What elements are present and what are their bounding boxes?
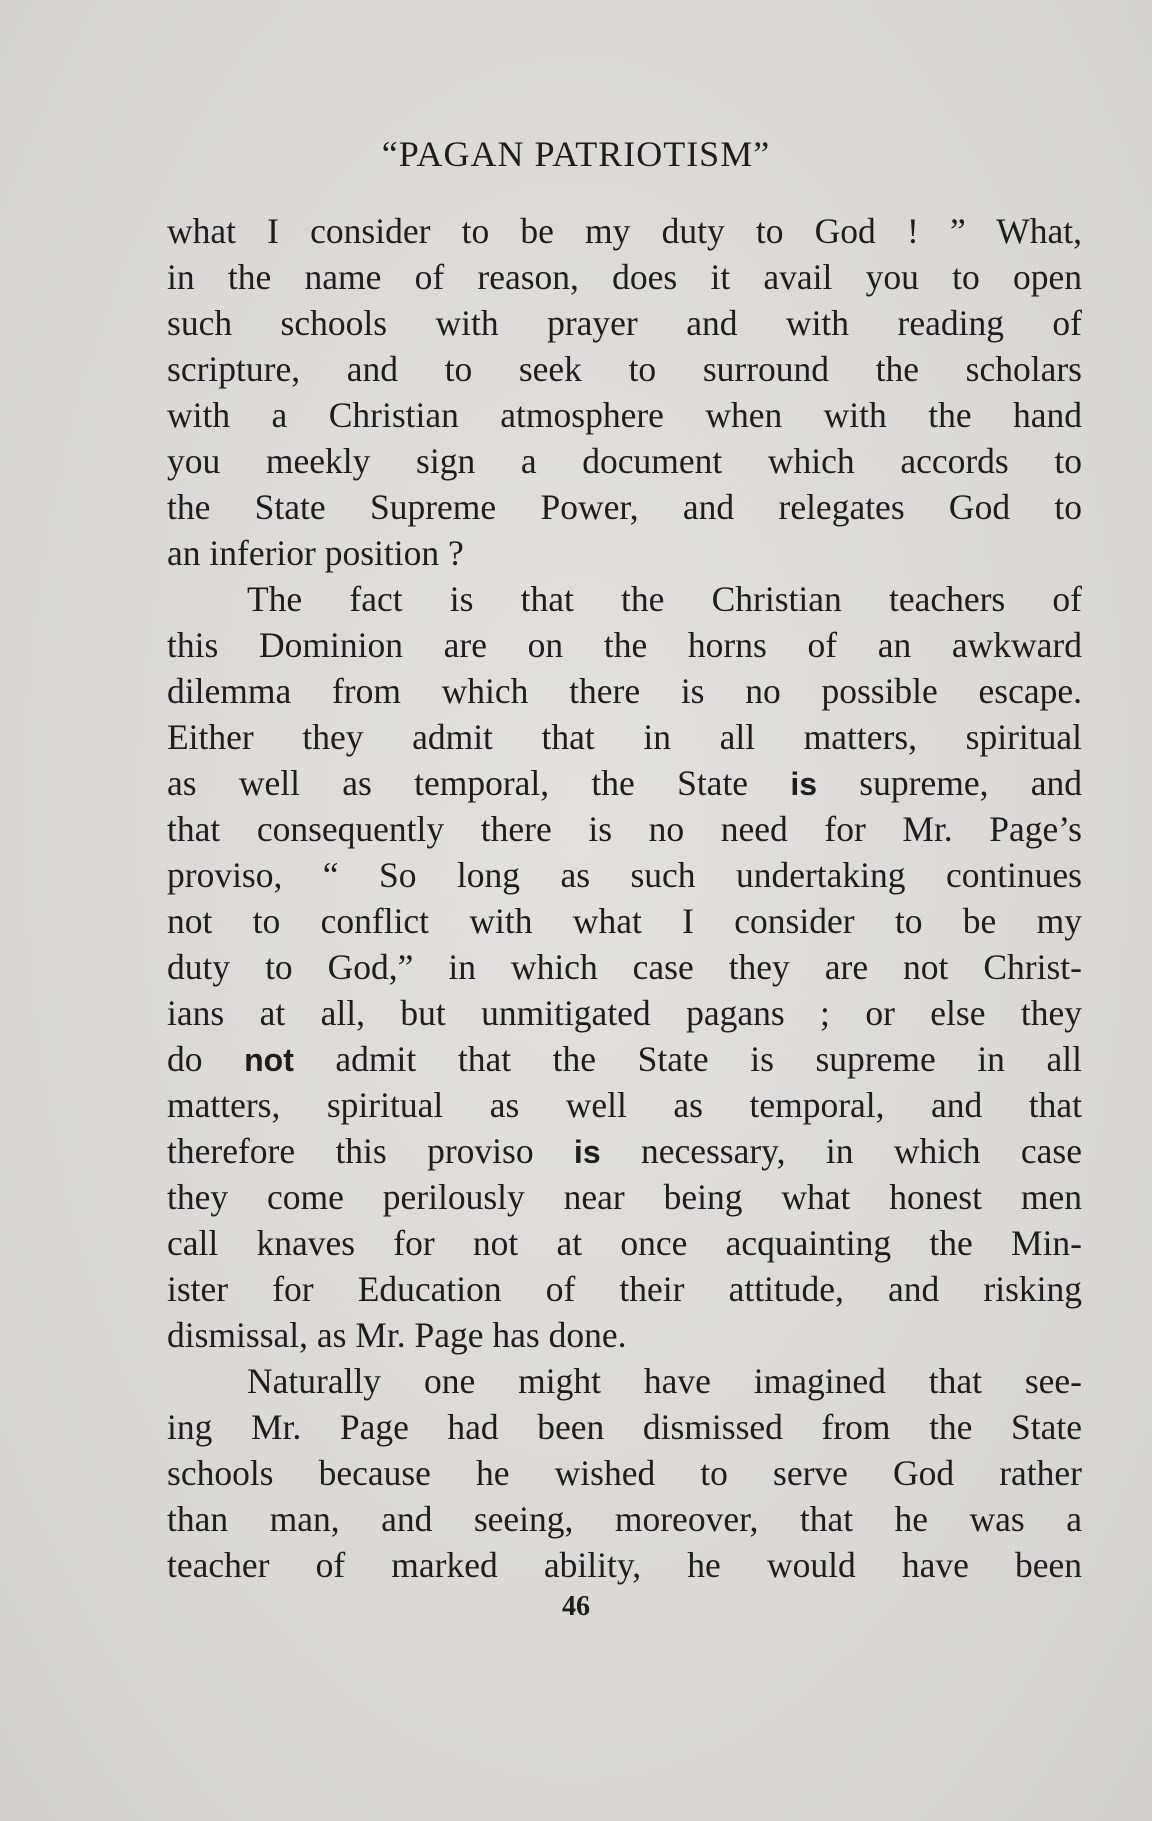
text-line: dilemma from which there is no possible escape. bbox=[167, 671, 1082, 711]
text-line: ister for Education of their attitude, and risking bbox=[167, 1269, 1082, 1309]
text-line: therefore this proviso is necessary, in which case bbox=[167, 1131, 1082, 1171]
bold-emphasis: not bbox=[244, 1042, 294, 1078]
text-line: what I consider to be my duty to God ! ” What, bbox=[167, 211, 1082, 251]
text-line: schools because he wished to serve God rather bbox=[167, 1453, 1082, 1493]
text-line: call knaves for not at once acquainting the Min- bbox=[167, 1223, 1082, 1263]
text-line: not to conflict with what I consider to be my bbox=[167, 901, 1082, 941]
text-line: Either they admit that in all matters, spiritual bbox=[167, 717, 1082, 757]
body-text bbox=[167, 208, 1082, 1588]
text-line: do not admit that the State is supreme in all bbox=[167, 1039, 1083, 1079]
text-line: this Dominion are on the horns of an awkward bbox=[167, 625, 1082, 665]
text-line: ing Mr. Page had been dismissed from the State bbox=[167, 1407, 1082, 1447]
text-line: as well as temporal, the State is supreme, and bbox=[167, 763, 1082, 803]
text-line: ians at all, but unmitigated pagans ; or else they bbox=[167, 993, 1082, 1033]
text-line: proviso, “ So long as such undertaking continues bbox=[167, 855, 1082, 895]
text-line: duty to God,” in which case they are not Christ- bbox=[167, 947, 1082, 987]
text-line: matters, spiritual as well as temporal, and that bbox=[167, 1085, 1082, 1125]
text-line: that consequently there is no need for Mr. Page’s bbox=[167, 809, 1082, 849]
running-head: “PAGAN PATRIOTISM” bbox=[381, 134, 771, 174]
text-line: such schools with prayer and with reading of bbox=[167, 303, 1082, 343]
text-line: dismissal, as Mr. Page has done. bbox=[167, 1315, 627, 1355]
text-line: the State Supreme Power, and relegates God to bbox=[167, 487, 1082, 527]
text-line: The fact is that the Christian teachers of bbox=[247, 579, 1082, 619]
text-line: an inferior position ? bbox=[167, 533, 464, 573]
page-number: 46 bbox=[562, 1591, 590, 1622]
text-line: Naturally one might have imagined that see- bbox=[247, 1361, 1082, 1401]
text-line: scripture, and to seek to surround the scholars bbox=[167, 349, 1082, 389]
text-line: they come perilously near being what honest men bbox=[167, 1177, 1082, 1217]
text-line: with a Christian atmosphere when with the hand bbox=[167, 395, 1082, 435]
text-line: teacher of marked ability, he would have been bbox=[167, 1545, 1082, 1585]
text-line: you meekly sign a document which accords to bbox=[167, 441, 1082, 481]
text-line: than man, and seeing, moreover, that he was a bbox=[167, 1499, 1082, 1539]
bold-emphasis: is bbox=[573, 1134, 601, 1170]
bold-emphasis: is bbox=[790, 766, 818, 802]
text-line: in the name of reason, does it avail you to open bbox=[167, 257, 1082, 297]
